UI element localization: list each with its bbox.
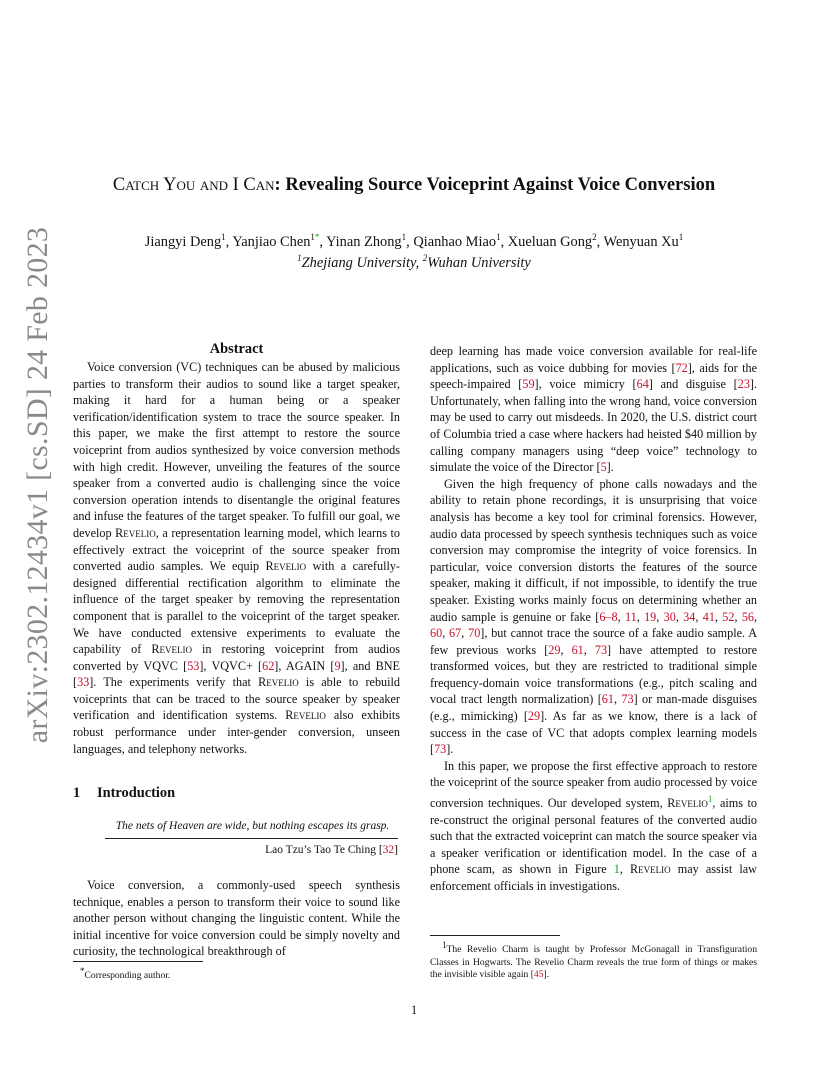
text-run: ]. Unfortunately, when falling into the wrong hand, voice conversion may be used to carry out misdeeds. In 2020, the U.S. district court of Columbia tried a case where hackers had heisted $40 million by calling company managers using “deep voice” technology to simulate the voice of the Director [ (430, 377, 758, 475)
text-run: ], VQVC+ [ (199, 658, 263, 673)
intro-paragraph: Voice conversion, a commonly-used speech synthesis technique, enables a person to transform their voice to sound like another person without changing the linguistic content. While the initial incentive for voice conversion could be simply novelty and curiosity, the technological breakthrough of (73, 878, 400, 959)
footnote-rule (430, 935, 560, 936)
citation-link[interactable]: 33 (77, 675, 90, 690)
system-name: Revelio (151, 642, 192, 657)
citation-link[interactable]: 41 (702, 609, 715, 624)
footnote-corresponding (80, 965, 400, 983)
abstract-body (73, 359, 400, 757)
text-run: may assist law enforcement officials in investigations. (430, 862, 757, 894)
author-affil-mark: 1 (678, 232, 684, 242)
text-run: in restoring voiceprint from audios converted by VQVC [ (73, 642, 400, 673)
system-name: Revelio (265, 559, 307, 574)
text-run: Voice conversion (VC) techniques can be abused by malicious parties to transform their audios to sound like a target speaker, making it hard for a human being or a speaker verification/identification system to trace the source speaker. In this paper, we make the first attempt to restore the source voiceprint from audios synthesized by voice conversion methods with high credit. However, unveiling the features of the source speaker from a converted audio is challenging since the voice conversion operation intends to disentangle the original features and infuse the features of the target speaker. To fulfill our goal, we develop (73, 360, 400, 540)
text-run: ] have attempted to restore transformed voices, but they are restricted to traditional simple frequency-domain voice transformations (e.g., pitch scaling and vocal tract length normalization) [ (430, 642, 758, 707)
epigraph-quote: The nets of Heaven are wide, but nothing escapes its grasp. (115, 820, 390, 832)
citation-group: 6–8, 11, 19, 30, 34, 41, 52, 56, 60, 67, 70 (430, 609, 758, 641)
system-name: Revelio (285, 708, 326, 723)
citation-link[interactable]: 32 (382, 844, 395, 856)
footnote-revelio (430, 939, 757, 982)
system-name: Revelio (630, 862, 671, 877)
citation-link[interactable]: 70 (468, 626, 481, 641)
arxiv-identifier: arXiv:2302.12434v1 [cs.SD] 24 Feb 2023 (21, 226, 54, 744)
author-list: Jiangyi Deng$^1$, Yanjiao Chen$^{1*}$, Yinan Zhong$^1$, Qianhao Miao$^1$, Xueluan Gong$^2$, Wenyuan Xu$^1$ (144, 232, 684, 250)
author-affil-mark: 1 (310, 232, 315, 242)
citation-link[interactable]: 6–8 (599, 609, 618, 624)
system-name: Revelio (115, 525, 156, 540)
citation-link[interactable]: 56 (741, 609, 754, 624)
text-run: ] or man-made disguises (e.g., mimicking) [ (430, 692, 758, 724)
figure-link[interactable]: 1 (613, 862, 620, 877)
citation-link[interactable]: 72 (675, 360, 688, 375)
citation-link[interactable]: 73 (621, 692, 634, 707)
abstract-paragraph (73, 359, 400, 757)
affil-mark: 1 (297, 253, 302, 263)
footnote-mark: 1 (442, 940, 447, 950)
citation-link[interactable]: 73 (594, 642, 608, 657)
text-run: with a carefully-designed differential rectification algorithm to eliminate the influence of the target speaker by removing the representation component that is parallel to the voiceprint of the target speaker. We have conducted extensive experiments to evaluate the capability of (73, 559, 400, 657)
text-run: ], but cannot trace the source of a fake audio sample. A few previous works [ (430, 626, 758, 657)
citation-link[interactable]: 60 (430, 626, 443, 641)
text-run: , aims to re-construct the original personal features of the converted audio such that the extracted voiceprint can match the source speaker via a speaker verification or identification model. In the case of a phone scam, as shown in Figure (430, 796, 757, 877)
text-run: ]. The experiments verify that (89, 675, 259, 690)
citation-link[interactable]: 29 (548, 642, 561, 657)
citation-link[interactable]: 64 (636, 377, 649, 392)
affiliation-1: Zhejiang University, (301, 254, 423, 271)
page-number: 1 (410, 1003, 418, 1017)
author-affil-mark: 1 (221, 232, 226, 242)
text-run: deep learning has made voice conversion available for real-life applications, such as voice dubbing for movies [ (430, 344, 757, 375)
citation-link[interactable]: 62 (262, 658, 275, 673)
author-name: Xueluan Gong (507, 233, 593, 250)
text-run: ] and disguise [ (648, 377, 738, 392)
citation-link[interactable]: 23 (737, 377, 750, 392)
text-run: ], aids for the speech-impaired [ (430, 360, 758, 392)
footnote-mark: * (80, 966, 85, 976)
epigraph-rule (105, 838, 398, 839)
epigraph-attribution (105, 844, 398, 856)
text-run: ]. As far as we know, there is a lack of success in the case of VC that adopts complex learning models [ (430, 709, 757, 757)
citation-group: 61, 73 (601, 692, 634, 707)
footnote-text: The Revelio Charm is taught by Professor McGonagall in Transfiguration Classes in Hogwarts. The Revelio Charm reveals the true form of things or makes the invisible visible again [ (430, 944, 757, 981)
citation-link[interactable]: 73 (434, 742, 447, 757)
text-run: , a representation learning model, which learns to effectively extract the voiceprint of the source speaker from converted audio samples. We equip (73, 525, 400, 574)
paper-title (0, 175, 828, 196)
citation-link[interactable]: 45 (533, 969, 544, 981)
introduction-body (73, 877, 400, 960)
citation-link[interactable]: 53 (187, 658, 200, 673)
intro-paragraph (430, 343, 757, 476)
footnote-text: Corresponding author. (84, 970, 171, 982)
title-rest: : Revealing Source Voiceprint Against Voice Conversion (274, 175, 716, 195)
citation-link[interactable]: 19 (644, 609, 657, 624)
system-name: Revelio (258, 675, 299, 690)
affil-mark: 2 (422, 253, 428, 263)
affiliations (0, 253, 828, 272)
text-run: ], and BNE [ (73, 658, 400, 690)
intro-paragraph (430, 476, 757, 758)
citation-link[interactable]: 34 (683, 609, 696, 624)
author-affil-mark: 2 (592, 232, 597, 242)
text-run: ] (394, 844, 398, 856)
author-name: Jiangyi Deng (144, 233, 222, 250)
author-affil-mark: 1 (496, 232, 501, 242)
title-prefix: Catch You and I Can (112, 175, 275, 195)
author-name: Wenyuan Xu (603, 233, 679, 250)
text-run: is able to rebuild voiceprints that can be traced to the source speaker by speaker verification and identification systems. (73, 675, 400, 723)
section-number: 1 (73, 785, 81, 801)
citation-link[interactable]: 61 (601, 692, 614, 707)
citation-link[interactable]: 52 (722, 609, 735, 624)
citation-link[interactable]: 67 (449, 626, 462, 641)
author-name: Yinan Zhong (326, 233, 402, 250)
citation-link[interactable]: 61 (571, 642, 584, 657)
author-name: Qianhao Miao (413, 233, 497, 250)
citation-link[interactable]: 59 (522, 377, 535, 392)
author-affil-mark: 1 (401, 232, 407, 242)
text-run: ], AGAIN [ (274, 658, 335, 673)
text-run: ]. (446, 742, 454, 757)
text-run: , (619, 862, 631, 877)
text-run: ]. (606, 460, 614, 475)
footnote-text: ]. (543, 969, 550, 981)
text-run: In this paper, we propose the first effective approach to restore the voiceprint of the source speaker from audio processed by voice conversion techniques. Our developed system, (430, 758, 757, 811)
citation-link[interactable]: 5 (600, 460, 607, 475)
corresponding-author-mark[interactable]: * (314, 232, 320, 242)
abstract-heading: Abstract (209, 341, 264, 357)
section-title: Introduction (97, 785, 176, 801)
footnote-link[interactable]: 1 (707, 794, 713, 805)
text-run: Given the high frequency of phone calls nowadays and the ability to retain phone recordings, it is unsurprising that voice analysis has become a key tool for criminal forensics. However, audio data processed by speech synthesis techniques such as voice conversion may compromise the integrity of voice forensics. In particular, voice conversion distorts the features of the source speaker, making it difficult, if not impossible, to identify the true speaker. Existing works mainly focus on determining whether an audio sample is genuine or fake [ (430, 476, 757, 624)
citation-link[interactable]: 11 (624, 609, 637, 624)
section-heading-introduction (73, 785, 175, 802)
right-column-body (430, 343, 757, 895)
citation-link[interactable]: 30 (663, 609, 676, 624)
author-name: Yanjiao Chen (232, 233, 311, 250)
citation-group: 29, 61, 73 (548, 642, 608, 657)
affiliation-2: Wuhan University (427, 254, 531, 271)
system-name: Revelio (667, 796, 708, 811)
citation-link[interactable]: 29 (527, 709, 541, 724)
intro-paragraph (430, 758, 757, 895)
footnote-rule (73, 961, 203, 962)
text-run: Lao Tzu’s Tao Te Ching [ (265, 844, 383, 856)
citation-link[interactable]: 9 (334, 658, 341, 673)
text-run: ], voice mimicry [ (534, 377, 637, 392)
text-run: also exhibits robust performance under inter-gender conversion, unseen languages, and telephony networks. (73, 708, 400, 756)
